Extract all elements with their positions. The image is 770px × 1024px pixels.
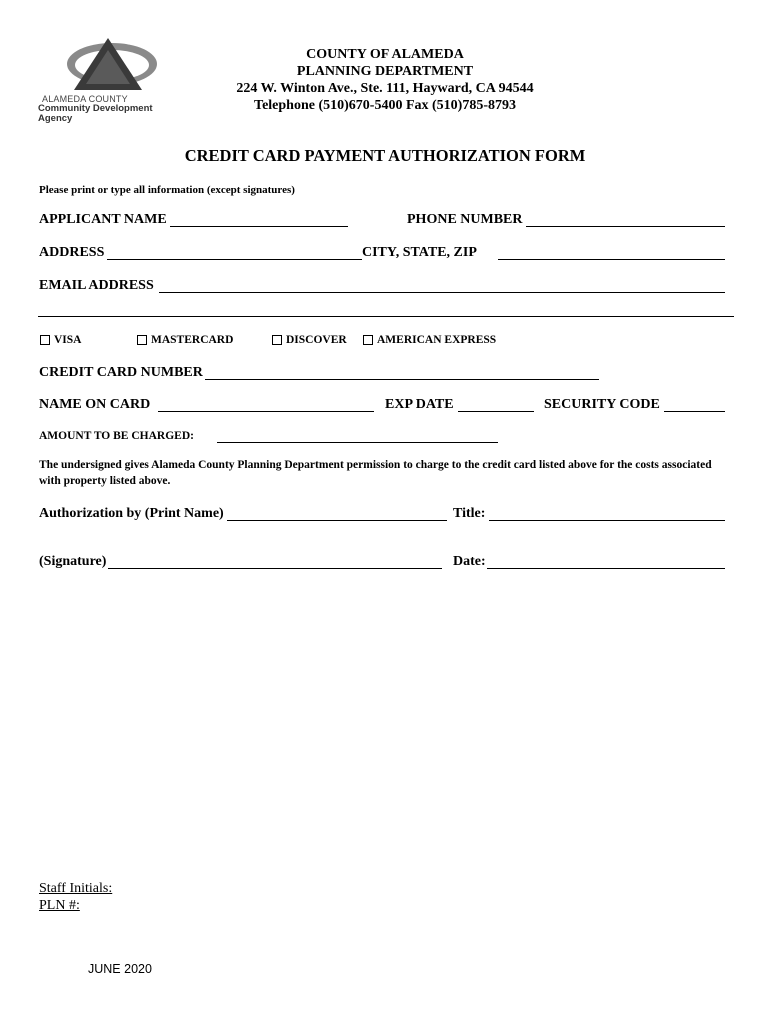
agency-logo: [38, 36, 188, 124]
logo-line-2: Community Development Agency: [38, 103, 153, 124]
form-title: CREDIT CARD PAYMENT AUTHORIZATION FORM: [184, 146, 586, 165]
mastercard-label: MASTERCARD: [151, 334, 234, 346]
american-express-option[interactable]: [363, 334, 496, 346]
header-phone-fax: Telephone (510)670-5400 Fax (510)785-8793: [254, 98, 516, 113]
logo-text: [38, 94, 188, 124]
header-department: PLANNING DEPARTMENT: [296, 64, 474, 79]
visa-checkbox[interactable]: [40, 335, 50, 345]
discover-checkbox[interactable]: [272, 335, 282, 345]
date-field[interactable]: [487, 568, 725, 569]
name-on-card-label: NAME ON CARD: [39, 397, 151, 412]
authorization-by-field[interactable]: [227, 520, 447, 521]
credit-card-number-label: CREDIT CARD NUMBER: [39, 365, 203, 380]
phone-number-label: PHONE NUMBER: [407, 212, 523, 227]
pln-number-label: PLN #:: [39, 898, 80, 913]
title-field[interactable]: [489, 520, 725, 521]
american-express-label: AMERICAN EXPRESS: [377, 334, 497, 346]
address-field[interactable]: [107, 259, 362, 260]
section-divider: [38, 316, 734, 317]
visa-option[interactable]: [40, 334, 81, 346]
mastercard-option[interactable]: [137, 334, 233, 346]
mastercard-checkbox[interactable]: [137, 335, 147, 345]
authorization-by-label: Authorization by (Print Name): [39, 506, 224, 521]
applicant-name-label: APPLICANT NAME: [39, 212, 167, 227]
date-label: Date:: [453, 554, 486, 569]
logo-line-1: ALAMEDA COUNTY: [42, 94, 128, 104]
header-county: COUNTY OF ALAMEDA: [306, 47, 464, 62]
revision-date: JUNE 2020: [88, 962, 152, 976]
staff-initials-label: Staff Initials:: [39, 881, 113, 896]
staff-section: [39, 880, 112, 914]
name-on-card-field[interactable]: [158, 411, 374, 412]
exp-date-field[interactable]: [458, 411, 534, 412]
amount-to-be-charged-field[interactable]: [217, 442, 498, 443]
credit-card-number-field[interactable]: [205, 379, 599, 380]
exp-date-label: EXP DATE: [385, 397, 454, 412]
city-state-zip-label: CITY, STATE, ZIP: [362, 245, 477, 260]
form-instructions: Please print or type all information (except signatures): [39, 184, 295, 196]
amount-to-be-charged-label: AMOUNT TO BE CHARGED:: [39, 430, 194, 442]
phone-number-field[interactable]: [526, 226, 725, 227]
email-address-label: EMAIL ADDRESS: [39, 278, 154, 293]
department-header: [220, 46, 550, 114]
visa-label: VISA: [54, 334, 82, 346]
applicant-name-field[interactable]: [170, 226, 348, 227]
header-address: 224 W. Winton Ave., Ste. 111, Hayward, CA 94544: [236, 81, 534, 96]
american-express-checkbox[interactable]: [363, 335, 373, 345]
logo-mark-icon: [38, 36, 188, 94]
security-code-field[interactable]: [664, 411, 725, 412]
signature-label: (Signature): [39, 554, 107, 569]
city-state-zip-field[interactable]: [498, 259, 725, 260]
title-label: Title:: [453, 506, 486, 521]
discover-option[interactable]: [272, 334, 347, 346]
address-label: ADDRESS: [39, 245, 105, 260]
signature-field[interactable]: [108, 568, 442, 569]
authorization-statement: The undersigned gives Alameda County Planning Department permission to charge to the credit card listed above for the costs associated with property listed above.: [39, 459, 712, 487]
security-code-label: SECURITY CODE: [544, 397, 660, 412]
discover-label: DISCOVER: [286, 334, 347, 346]
email-address-field[interactable]: [159, 292, 725, 293]
